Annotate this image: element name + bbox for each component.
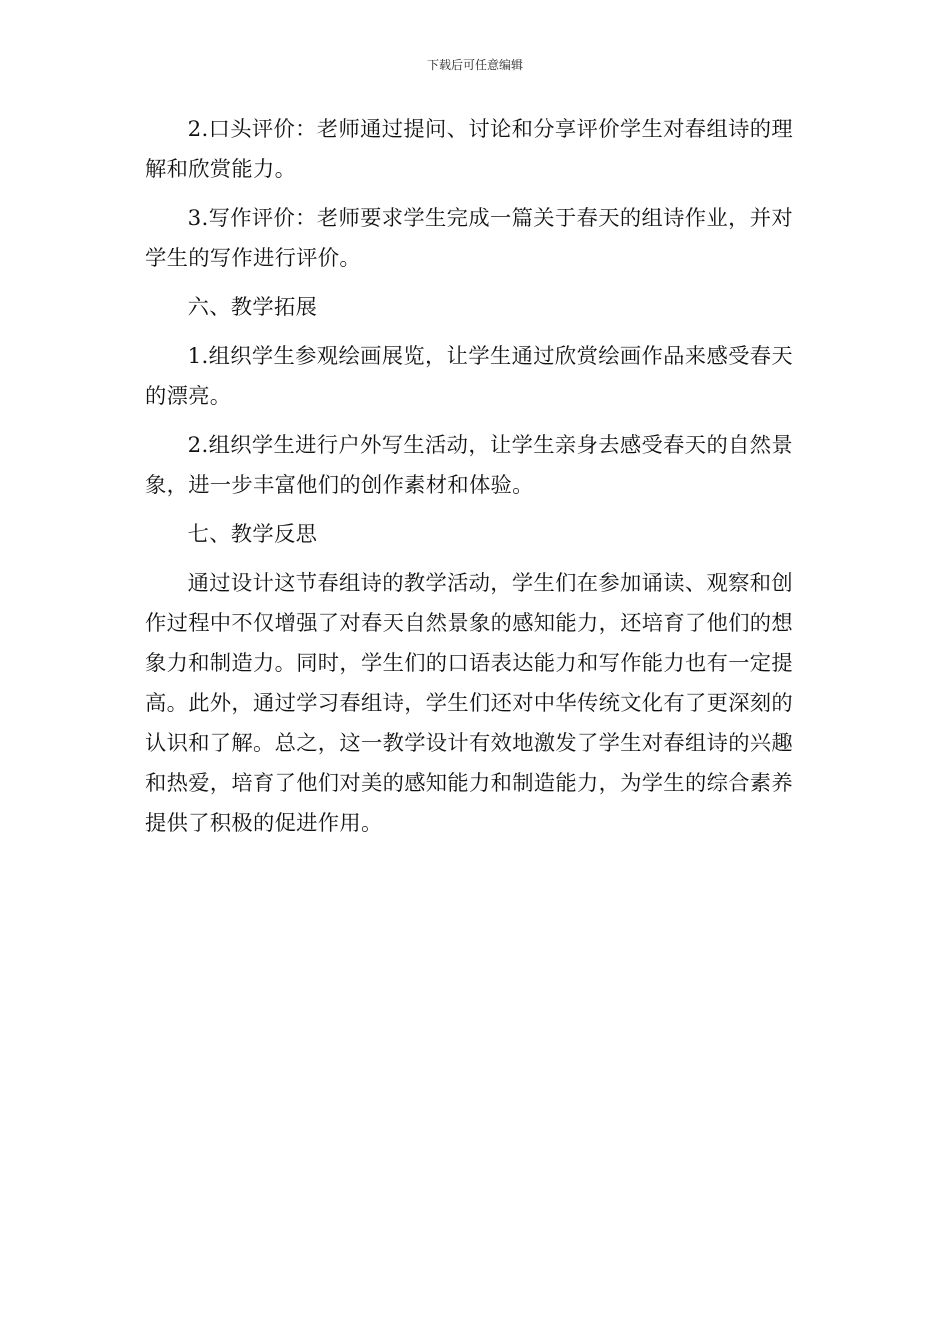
document-body: [145, 110, 793, 853]
paragraph-reflection: 通过设计这节春组诗的教学活动，学生们在参加诵读、观察和创作过程中不仅增强了对春天自然景象的感知能力，还培育了他们的想象力和制造力。同时，学生们的口语表达能力和写作能力也有一定提高。此外，通过学习春组诗，学生们还对中华传统文化有了更深刻的认识和了解。总之，这一教学设计有效地激发了学生对春组诗的兴趣和热爱，培育了他们对美的感知能力和制造能力，为学生的综合素养提供了积极的促进作用。: [145, 571, 793, 836]
header-note: 下载后可任意编辑: [426, 58, 523, 72]
paragraph-outdoor-sketching: 2.组织学生进行户外写生活动，让学生亲身去感受春天的自然景象，进一步丰富他们的创作素材和体验。: [145, 433, 793, 498]
section-heading-extension: 六、教学拓展: [187, 295, 318, 320]
paragraph-oral-evaluation: 2.口头评价：老师通过提问、讨论和分享评价学生对春组诗的理解和欣赏能力。: [145, 117, 793, 182]
paragraph-art-exhibition: 1.组织学生参观绘画展览，让学生通过欣赏绘画作品来感受春天的漂亮。: [145, 344, 793, 409]
section-heading-reflection: 七、教学反思: [187, 522, 318, 547]
paragraph-writing-evaluation: 3.写作评价：老师要求学生完成一篇关于春天的组诗作业，并对学生的写作进行评价。: [145, 206, 793, 271]
